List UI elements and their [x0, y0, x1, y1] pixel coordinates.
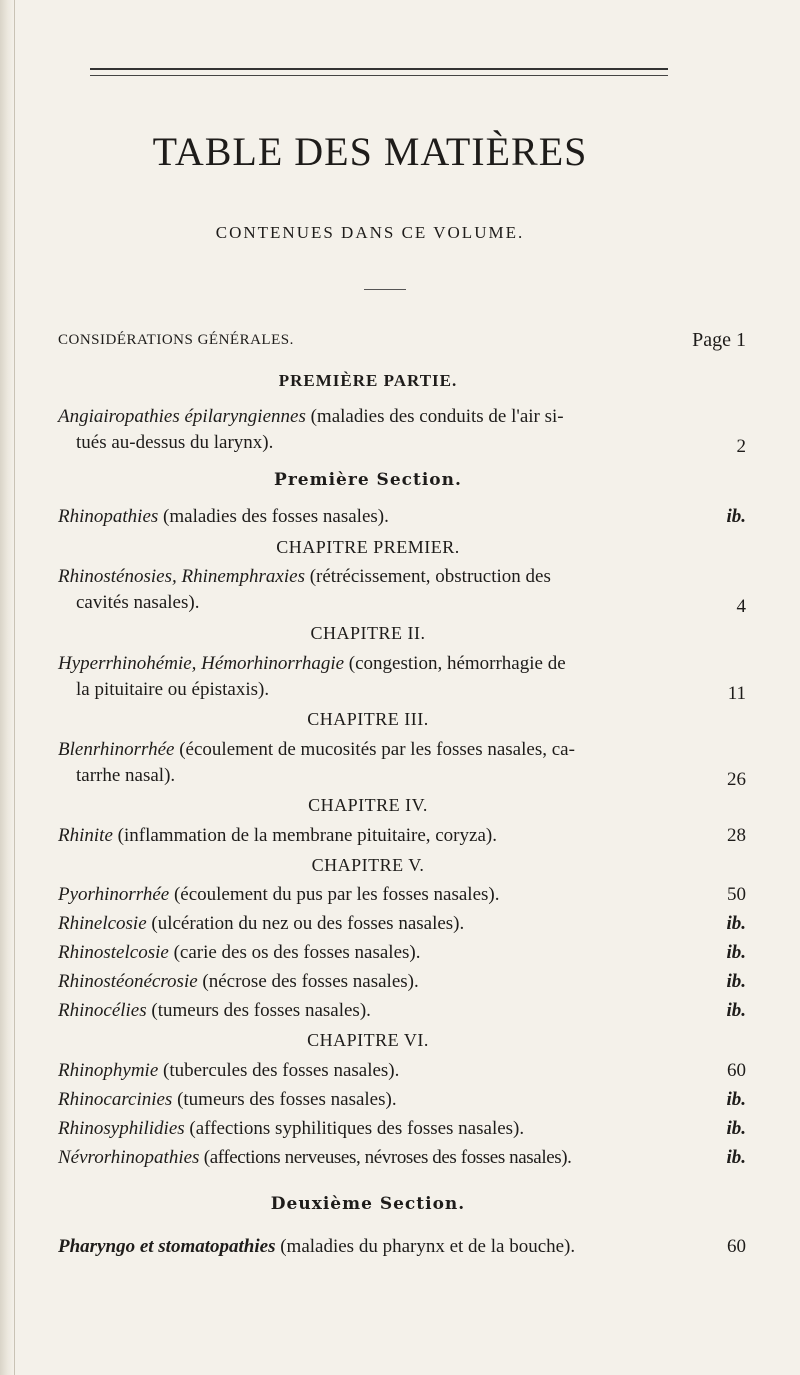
considerations-label: CONSIDÉRATIONS GÉNÉRALES. — [58, 332, 294, 348]
entry-desc: (maladies du pharynx et de la bouche). — [275, 1236, 576, 1257]
entry-page: 50 — [727, 884, 746, 905]
section-heading-2: Deuxième Section. — [270, 1194, 466, 1214]
entry-term: Pharyngo et stomatopathies — [58, 1236, 276, 1257]
section-heading-1: Première Section. — [274, 470, 462, 490]
entry-page: ib. — [726, 1118, 746, 1139]
toc-entry-angiairopathies — [58, 404, 746, 456]
entry-desc: (congestion, hémorrhagie de — [344, 653, 566, 674]
entry-desc: (affections syphilitiques des fosses nasales). — [184, 1118, 525, 1139]
page-subtitle: CONTENUES DANS CE VOLUME. — [215, 223, 525, 242]
entry-page: 2 — [736, 436, 746, 457]
considerations-page: Page 1 — [692, 329, 746, 351]
entry-term: Rhinocélies — [58, 1000, 147, 1021]
entry-desc-cont: tarrhe nasal). — [76, 765, 176, 786]
entry-page: 4 — [736, 596, 746, 617]
entry-desc: (écoulement du pus par les fosses nasales). — [169, 884, 500, 905]
entry-term: Rhinostéonécrosie — [58, 971, 198, 992]
entry-page: 60 — [727, 1236, 746, 1257]
entry-desc: (affections nerveuses, névroses des fosses nasales). — [199, 1147, 572, 1168]
toc-entry-rhinopathies — [58, 504, 746, 530]
entry-desc: (maladies des fosses nasales). — [158, 506, 389, 527]
entry-desc: (tumeurs des fosses nasales). — [146, 1000, 371, 1021]
chapter-heading-4: CHAPITRE IV. — [308, 795, 428, 815]
toc-entry-rhinostenosies — [58, 564, 746, 616]
entry-page: ib. — [726, 506, 746, 527]
entry-desc: (écoulement de mucosités par les fosses nasales, ca- — [174, 739, 575, 760]
chapter-heading-6: CHAPITRE VI. — [307, 1030, 429, 1050]
entry-page: ib. — [726, 1147, 746, 1168]
entry-desc: (inflammation de la membrane pituitaire, coryza). — [112, 825, 497, 846]
entry-desc: (carie des os des fosses nasales). — [168, 942, 421, 963]
separator-rule — [364, 289, 406, 290]
entry-page: ib. — [726, 1089, 746, 1110]
chapter-heading-1: CHAPITRE PREMIER. — [276, 537, 460, 557]
toc-entry-pyorhinorrhee — [58, 882, 746, 908]
toc-entry-nevrorhinopathies — [58, 1145, 746, 1171]
toc-entry-rhinostelcosie — [58, 940, 746, 966]
entry-page: 11 — [727, 683, 746, 704]
entry-term: Rhinosyphilidies — [58, 1118, 185, 1139]
entry-page: 60 — [727, 1060, 746, 1081]
toc-entry-rhinosteonecrosie — [58, 969, 746, 995]
entry-page: 26 — [727, 769, 746, 790]
entry-term: Névrorhinopathies — [58, 1147, 200, 1168]
entry-term: Rhinelcosie — [58, 913, 147, 934]
chapter-heading-5: CHAPITRE V. — [311, 855, 425, 875]
entry-term: Angiairopathies épilaryngiennes — [58, 406, 306, 427]
toc-entry-pharyngo — [58, 1234, 746, 1260]
entry-desc-cont: cavités nasales). — [76, 592, 200, 613]
entry-page: ib. — [726, 1000, 746, 1021]
entry-desc: (rétrécissement, obstruction des — [304, 566, 551, 587]
entry-desc: (nécrose des fosses nasales). — [197, 971, 419, 992]
toc-entry-rhinelcosie — [58, 911, 746, 937]
entry-page: ib. — [726, 913, 746, 934]
chapter-heading-2: CHAPITRE II. — [310, 623, 426, 643]
entry-term: Rhinostelcosie — [58, 942, 169, 963]
top-double-rule — [90, 68, 668, 76]
entry-desc-cont: la pituitaire ou épistaxis). — [76, 679, 270, 700]
toc-entry-rhinocelies — [58, 998, 746, 1024]
chapter-heading-3: CHAPITRE III. — [307, 709, 429, 729]
page-title: TABLE DES MATIÈRES — [152, 129, 588, 174]
toc-entry-blenrhinorrhee — [58, 737, 746, 789]
entry-desc: (tumeurs des fosses nasales). — [172, 1089, 397, 1110]
toc-entry-rhinocarcinies — [58, 1087, 746, 1113]
entry-term: Rhinophymie — [58, 1060, 159, 1081]
toc-entry-rhinosyphilidies — [58, 1116, 746, 1142]
toc-entry-rhinite — [58, 823, 746, 849]
entry-page: 28 — [727, 825, 746, 846]
entry-term: Rhinosténosies, Rhinemphraxies — [58, 566, 305, 587]
entry-term: Rhinopathies — [58, 506, 159, 527]
entry-desc: (maladies des conduits de l'air si- — [305, 406, 564, 427]
toc-entry-hyperrhinohemie — [58, 651, 746, 703]
page-binding-edge — [0, 0, 15, 1375]
entry-term: Rhinite — [58, 825, 113, 846]
toc-entry-rhinophymie — [58, 1058, 746, 1084]
entry-desc-cont: tués au-dessus du larynx). — [76, 432, 274, 453]
entry-desc: (ulcération du nez ou des fosses nasales). — [146, 913, 465, 934]
entry-term: Pyorhinorrhée — [58, 884, 170, 905]
entry-term: Hyperrhinohémie, Hémorhinorrhagie — [58, 653, 345, 674]
part-heading: PREMIÈRE PARTIE. — [278, 371, 458, 390]
entry-term: Rhinocarcinies — [58, 1089, 173, 1110]
entry-desc: (tubercules des fosses nasales). — [158, 1060, 400, 1081]
entry-page: ib. — [726, 942, 746, 963]
entry-term: Blenrhinorrhée — [58, 739, 175, 760]
entry-page: ib. — [726, 971, 746, 992]
